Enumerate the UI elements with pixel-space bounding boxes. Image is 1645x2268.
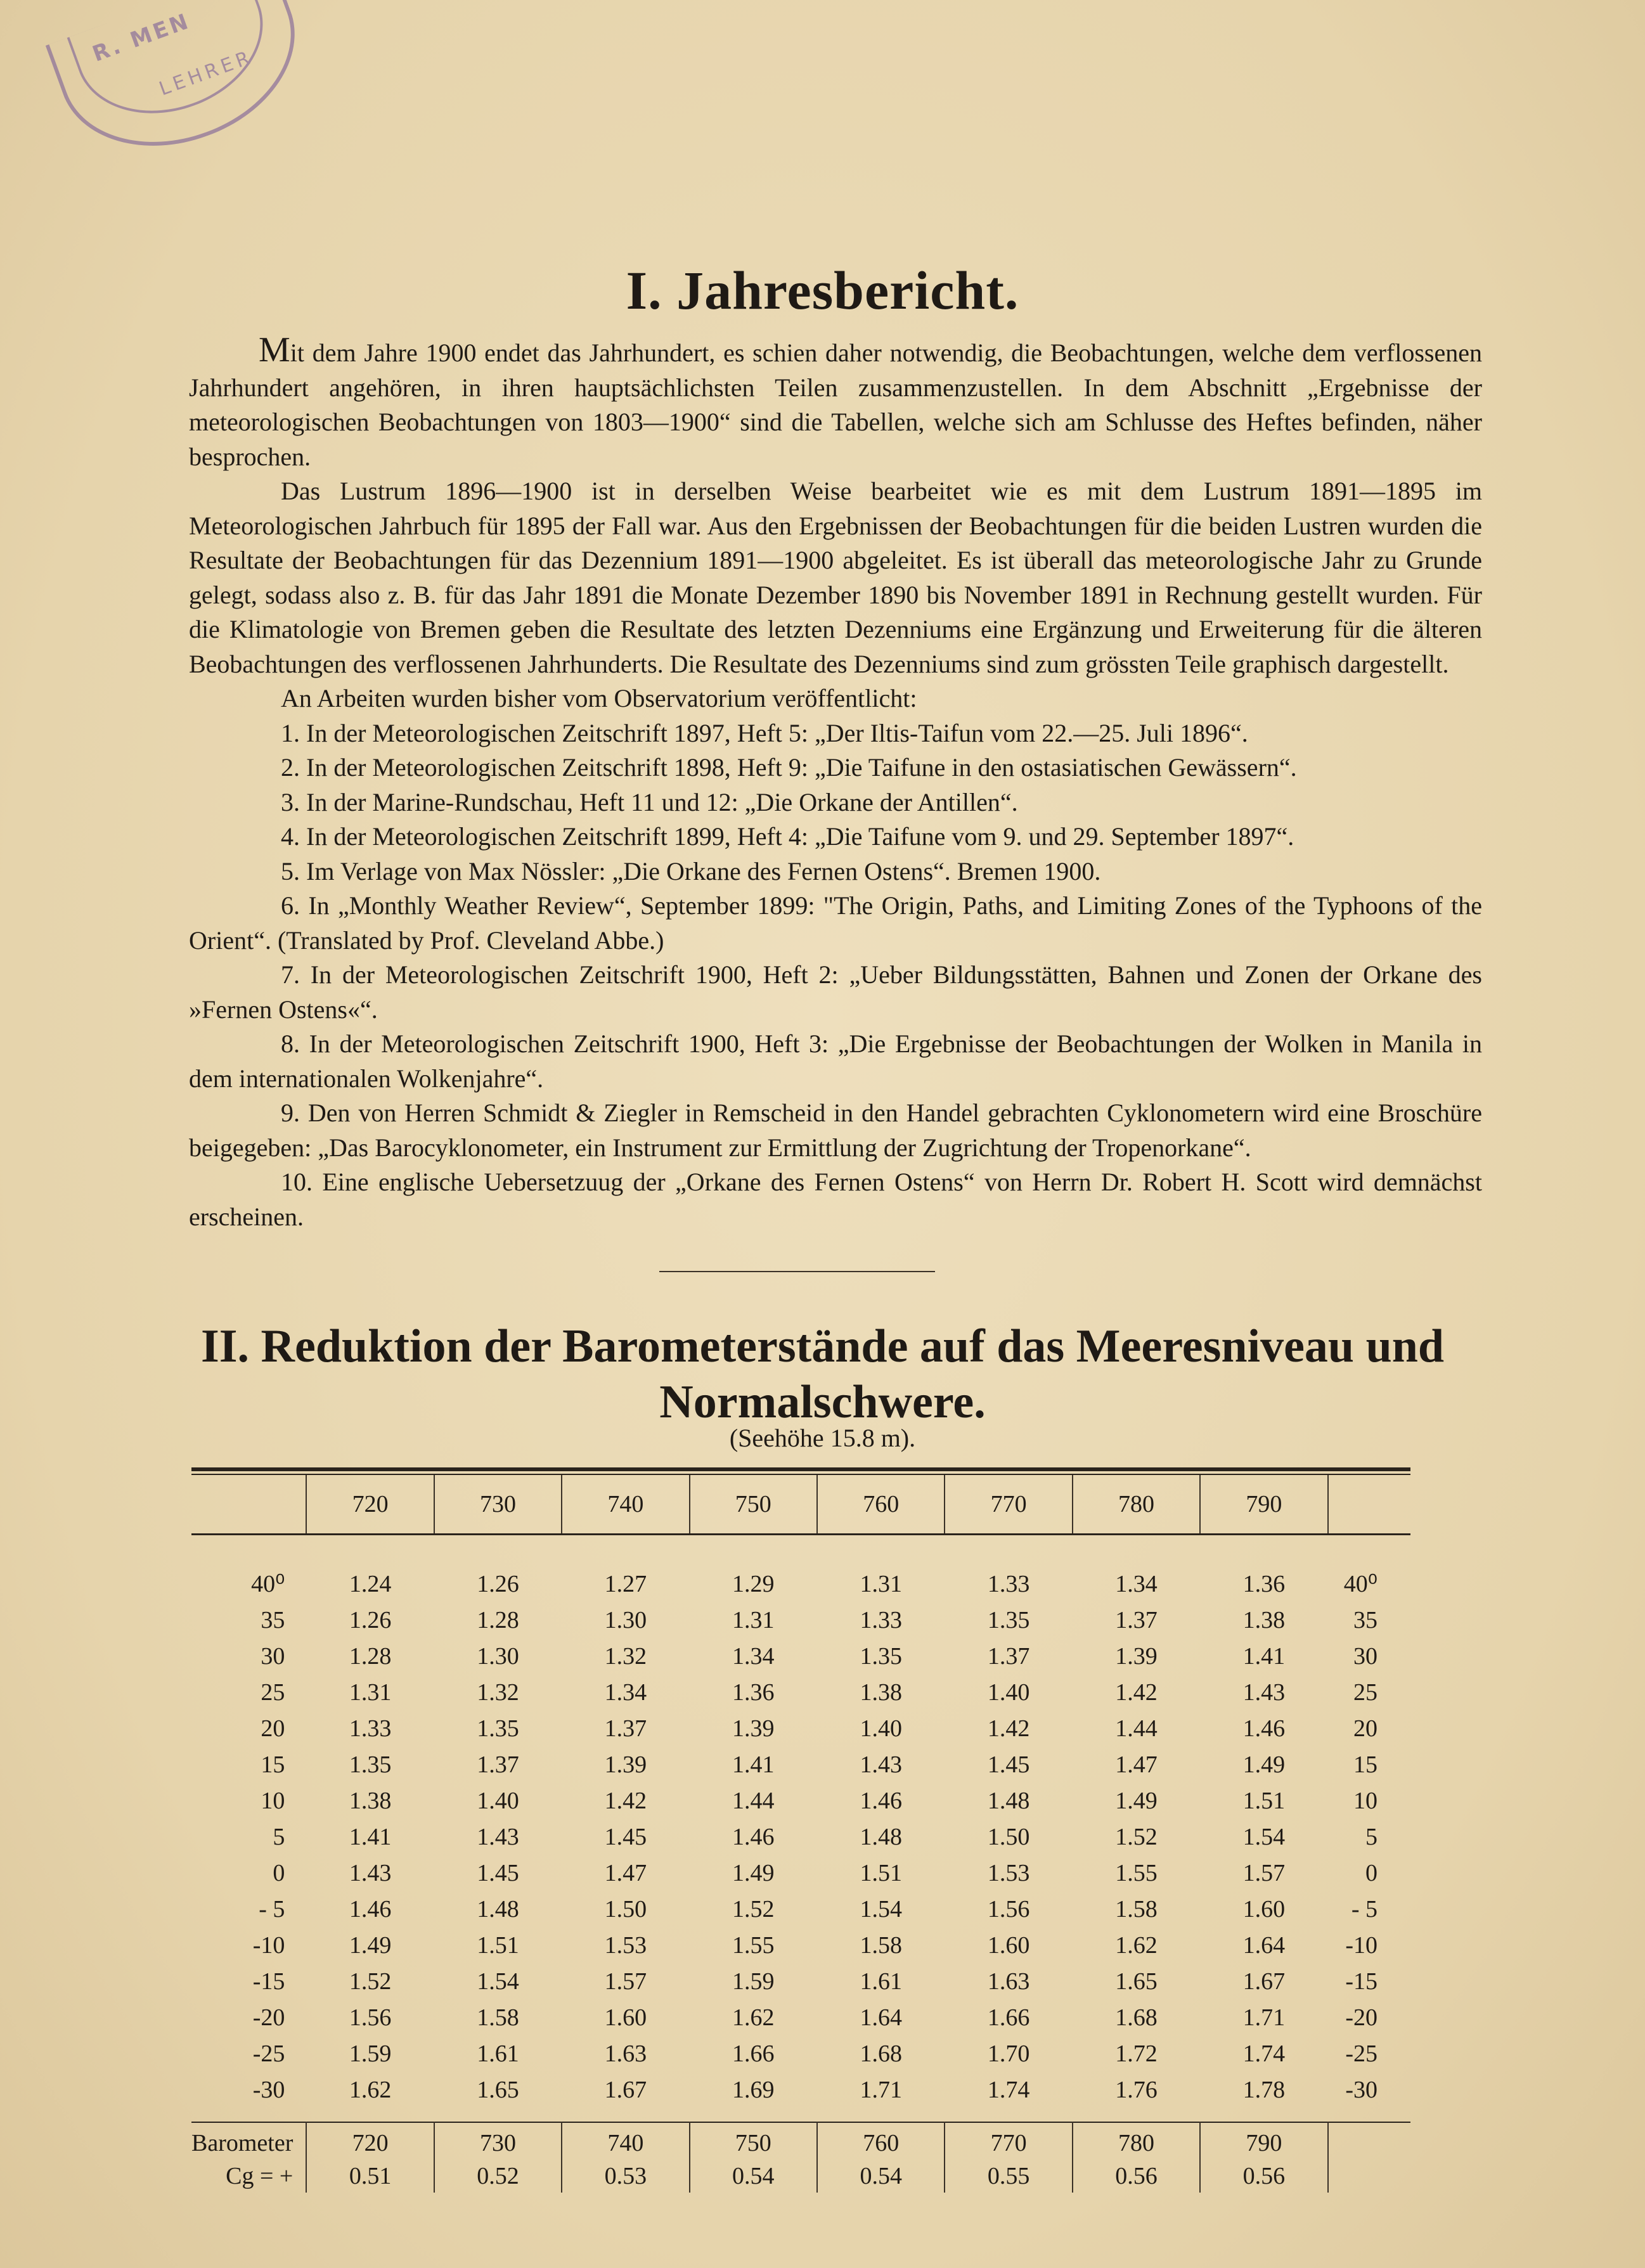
- table-cell: 1.46: [349, 1895, 392, 1923]
- table-cell: 1.37: [604, 1715, 647, 1742]
- table-cell: 1.64: [860, 2004, 902, 2031]
- table-cell: 1.51: [477, 1931, 519, 1959]
- table-row: [191, 1819, 1410, 1855]
- table-cell: 1.43: [349, 1859, 392, 1886]
- row-temp-right: 25: [1353, 1678, 1377, 1706]
- header-corner-cell: [191, 1475, 306, 1535]
- row-temp-right: - 5: [1351, 1895, 1377, 1923]
- row-temp-right: 35: [1353, 1606, 1377, 1633]
- table-cell: 1.43: [477, 1823, 519, 1850]
- publication-item: 9. Den von Herren Schmidt & Ziegler in Remscheid in den Handel gebrachten Cyklonometern wird eine Broschüre beigegeben: „Das Barocyklonometer, ein Instrument zur Ermittlung der Zugrichtung der Tropenorkane“.: [189, 1099, 1482, 1162]
- row-temp-left: 20: [261, 1715, 285, 1742]
- table-cell: 1.35: [860, 1642, 902, 1670]
- footer-barometer-row: [191, 2122, 1410, 2160]
- table-cell: 1.44: [1115, 1715, 1158, 1742]
- table-cell: 1.49: [1115, 1787, 1158, 1814]
- footer-end-cell: [1328, 2122, 1410, 2160]
- publication-item: 8. In der Meteorologischen Zeitschrift 1900, Heft 3: „Die Ergebnisse der Beobachtungen der Wolken in Manila in dem internationalen Wolkenjahre“.: [189, 1029, 1482, 1093]
- barometer-cell: 760: [817, 2122, 945, 2160]
- table-row: [191, 1710, 1410, 1746]
- table-cell: 1.60: [604, 2004, 647, 2031]
- barometer-cell: 720: [306, 2122, 434, 2160]
- row-temp-left: 15: [261, 1751, 285, 1778]
- column-header: 760: [817, 1475, 945, 1535]
- table-cell: 1.58: [477, 2004, 519, 2031]
- table-cell: 1.59: [732, 1968, 775, 1995]
- header-end-cell: [1328, 1475, 1410, 1535]
- table-cell: 1.55: [1115, 1859, 1158, 1886]
- table-cell: 1.33: [860, 1606, 902, 1633]
- table-cell: 1.45: [987, 1751, 1030, 1778]
- annual-report-body: [189, 330, 1482, 1234]
- column-header: 790: [1200, 1475, 1327, 1535]
- row-temp-left: 25: [261, 1678, 285, 1706]
- column-header: 780: [1073, 1475, 1200, 1535]
- table-cell: 1.33: [987, 1570, 1030, 1597]
- table-cell: 1.51: [1242, 1787, 1286, 1814]
- table-cell: 1.30: [477, 1642, 519, 1670]
- table-cell: 1.52: [1115, 1823, 1158, 1850]
- table-row: [191, 1638, 1410, 1674]
- table-cell: 1.32: [477, 1678, 519, 1706]
- barometer-cell: 750: [690, 2122, 817, 2160]
- table-cell: 1.48: [860, 1823, 902, 1850]
- column-header: 730: [434, 1475, 562, 1535]
- row-temp-right: 40⁰: [1343, 1571, 1377, 1597]
- footer-end-cell: [1328, 2160, 1410, 2193]
- table-cell: 1.68: [860, 2040, 902, 2067]
- table-cell: 1.56: [349, 2004, 392, 2031]
- publication-item: 7. In der Meteorologischen Zeitschrift 1900, Heft 2: „Ueber Bildungsstätten, Bahnen und Zonen der Orkane des »Fernen Ostens«“.: [189, 960, 1482, 1024]
- barometer-cell: 780: [1073, 2122, 1200, 2160]
- table-row: [191, 1535, 1410, 1602]
- row-temp-left: -25: [252, 2040, 285, 2067]
- table-cell: 1.41: [1242, 1642, 1286, 1670]
- footer-cg-row: [191, 2160, 1410, 2193]
- table-cell: 1.37: [987, 1642, 1030, 1670]
- table-cell: 1.55: [732, 1931, 775, 1959]
- table-row: [191, 2071, 1410, 2122]
- table-cell: 1.38: [1242, 1606, 1286, 1633]
- table-cell: 1.41: [732, 1751, 775, 1778]
- table-cell: 1.42: [604, 1787, 647, 1814]
- reduction-table-wrapper: [191, 1467, 1410, 2193]
- table-cell: 1.49: [732, 1859, 775, 1886]
- table-cell: 1.24: [349, 1570, 392, 1597]
- table-cell: 1.60: [987, 1931, 1030, 1959]
- cg-label: Cg = +: [191, 2160, 306, 2193]
- table-cell: 1.42: [1115, 1678, 1158, 1706]
- table-cell: 1.36: [732, 1678, 775, 1706]
- table-cell: 1.65: [477, 2076, 519, 2103]
- table-cell: 1.39: [604, 1751, 647, 1778]
- table-cell: 1.53: [987, 1859, 1030, 1886]
- row-temp-left: 0: [273, 1859, 285, 1886]
- table-cell: 1.65: [1115, 1968, 1158, 1995]
- table-cell: 1.32: [604, 1642, 647, 1670]
- header-row: [191, 1475, 1410, 1535]
- report-paragraph-2: Das Lustrum 1896—1900 ist in derselben Weise bearbeitet wie es mit dem Lustrum 1891—1895 im Meteorologischen Jahrbuch für 1895 der Fall war. Aus den Ergebnissen der Beobachtungen für die beiden Lustren wurden die Resultate der Beobachtungen für das Dezennium 1891—1900 abgeleitet. Es ist überall das meteorologische Jahr zu Grunde gelegt, sodass also z. B. für das Jahr 1891 die Monate Dezember 1890 bis November 1891 in Rechnung gestellt wurden. Für die Klimatologie von Bremen geben die Resultate des letzten Dezenniums eine Ergänzung und Erweiterung für die älteren Beobachtungen des verflossenen Jahrhunderts. Die Resultate des Dezenniums sind zum grössten Teile graphisch dargestellt.: [189, 477, 1482, 678]
- table-cell: 1.33: [349, 1715, 392, 1742]
- table-cell: 1.50: [604, 1895, 647, 1923]
- table-cell: 1.54: [477, 1968, 519, 1995]
- table-cell: 1.34: [1115, 1570, 1158, 1597]
- table-cell: 1.61: [860, 1968, 902, 1995]
- table-cell: 1.38: [349, 1787, 392, 1814]
- row-temp-right: -30: [1345, 2076, 1377, 2103]
- row-temp-right: -20: [1345, 2004, 1377, 2031]
- table-cell: 1.40: [987, 1678, 1030, 1706]
- table-cell: 1.39: [732, 1715, 775, 1742]
- table-row: [191, 1963, 1410, 1999]
- table-cell: 1.54: [1242, 1823, 1286, 1850]
- table-cell: 1.44: [732, 1787, 775, 1814]
- table-header: [191, 1475, 1410, 1535]
- barometer-cell: 770: [945, 2122, 1072, 2160]
- table-cell: 1.52: [732, 1895, 775, 1923]
- publication-item: 3. In der Marine-Rundschau, Heft 11 und 12: „Die Orkane der Antillen“.: [281, 787, 1018, 816]
- table-cell: 1.34: [604, 1678, 647, 1706]
- table-row: [191, 1891, 1410, 1927]
- table-cell: 1.66: [732, 2040, 775, 2067]
- table-cell: 1.74: [987, 2076, 1030, 2103]
- row-temp-right: -10: [1345, 1931, 1377, 1959]
- column-header: 750: [690, 1475, 817, 1535]
- table-row: [191, 1855, 1410, 1891]
- row-temp-left: -20: [252, 2004, 285, 2031]
- row-temp-right: 10: [1353, 1787, 1377, 1814]
- table-cell: 1.43: [860, 1751, 902, 1778]
- stamp-bottom-text: LEHRER: [156, 46, 257, 101]
- column-header: 720: [306, 1475, 434, 1535]
- library-stamp: [46, 0, 321, 177]
- table-cell: 1.72: [1115, 2040, 1158, 2067]
- row-temp-left: 40⁰: [251, 1571, 285, 1597]
- table-cell: 1.61: [477, 2040, 519, 2067]
- cg-cell: 0.54: [817, 2160, 945, 2193]
- section2-subtitle: (Seehöhe 15.8 m).: [729, 1424, 916, 1452]
- table-cell: 1.34: [732, 1642, 775, 1670]
- column-header: 740: [562, 1475, 689, 1535]
- table-row: [191, 1602, 1410, 1638]
- table-cell: 1.43: [1242, 1678, 1286, 1706]
- barometer-label: Barometer: [191, 2122, 306, 2160]
- table-cell: 1.70: [987, 2040, 1030, 2067]
- table-top-rule: [191, 1467, 1410, 1475]
- cg-cell: 0.53: [562, 2160, 689, 2193]
- row-temp-right: 15: [1353, 1751, 1377, 1778]
- publication-item: 4. In der Meteorologischen Zeitschrift 1899, Heft 4: „Die Taifune vom 9. und 29. September 1897“.: [281, 822, 1294, 851]
- stamp-top-text: R. MEN: [89, 8, 194, 67]
- table-cell: 1.66: [987, 2004, 1030, 2031]
- row-temp-left: - 5: [259, 1895, 285, 1923]
- publication-list: [189, 716, 1482, 1235]
- table-cell: 1.29: [732, 1570, 775, 1597]
- table-cell: 1.41: [349, 1823, 392, 1850]
- cg-cell: 0.52: [434, 2160, 562, 2193]
- cg-cell: 0.51: [306, 2160, 434, 2193]
- barometer-cell: 790: [1200, 2122, 1327, 2160]
- table-cell: 1.54: [860, 1895, 902, 1923]
- drop-cap: M: [259, 330, 290, 370]
- table-cell: 1.71: [860, 2076, 902, 2103]
- table-cell: 1.46: [860, 1787, 902, 1814]
- table-cell: 1.49: [1242, 1751, 1286, 1778]
- section2-title: [0, 1318, 1645, 1430]
- publication-item: 1. In der Meteorologischen Zeitschrift 1897, Heft 5: „Der Iltis-Taifun vom 22.—25. Juli 1896“.: [281, 718, 1248, 747]
- table-cell: 1.28: [349, 1642, 392, 1670]
- table-cell: 1.35: [349, 1751, 392, 1778]
- table-cell: 1.74: [1242, 2040, 1286, 2067]
- table-row: [191, 1782, 1410, 1819]
- table-cell: 1.60: [1242, 1895, 1286, 1923]
- table-cell: 1.31: [860, 1570, 902, 1597]
- cg-cell: 0.55: [945, 2160, 1072, 2193]
- table-cell: 1.47: [1115, 1751, 1158, 1778]
- row-temp-left: 10: [261, 1787, 285, 1814]
- table-cell: 1.51: [860, 1859, 902, 1886]
- table-cell: 1.45: [477, 1859, 519, 1886]
- table-body: [191, 1535, 1410, 2123]
- section1-title: I. Jahresbericht.: [626, 260, 1019, 321]
- table-cell: 1.49: [349, 1931, 392, 1959]
- table-cell: 1.31: [349, 1678, 392, 1706]
- report-paragraph-3: An Arbeiten wurden bisher vom Observatorium veröffentlicht:: [281, 684, 917, 712]
- table-cell: 1.62: [349, 2076, 392, 2103]
- table-cell: 1.52: [349, 1968, 392, 1995]
- table-cell: 1.50: [987, 1823, 1030, 1850]
- report-paragraph-1: [189, 330, 1482, 474]
- table-cell: 1.68: [1115, 2004, 1158, 2031]
- section-divider: [659, 1271, 935, 1272]
- table-cell: 1.39: [1115, 1642, 1158, 1670]
- table-cell: 1.45: [604, 1823, 647, 1850]
- table-cell: 1.37: [1115, 1606, 1158, 1633]
- table-cell: 1.40: [477, 1787, 519, 1814]
- table-cell: 1.38: [860, 1678, 902, 1706]
- table-cell: 1.63: [604, 2040, 647, 2067]
- table-cell: 1.62: [732, 2004, 775, 2031]
- table-row: [191, 1674, 1410, 1710]
- section2-title-line2: Normalschwere.: [659, 1376, 986, 1428]
- table-cell: 1.76: [1115, 2076, 1158, 2103]
- table-row: [191, 2035, 1410, 2071]
- row-temp-left: 35: [261, 1606, 285, 1633]
- table-cell: 1.31: [732, 1606, 775, 1633]
- table-cell: 1.58: [860, 1931, 902, 1959]
- cg-cell: 0.54: [690, 2160, 817, 2193]
- publication-item: 5. Im Verlage von Max Nössler: „Die Orkane des Fernen Ostens“. Bremen 1900.: [281, 856, 1101, 886]
- table-cell: 1.42: [987, 1715, 1030, 1742]
- publication-item: 6. In „Monthly Weather Review“, September 1899: "The Origin, Paths, and Limiting Zones of the Typhoons of the Orient“. (Translated by Prof. Cleveland Abbe.): [189, 891, 1482, 955]
- publication-item: 10. Eine englische Uebersetzuug der „Orkane des Fernen Ostens“ von Herrn Dr. Robert H. Scott wird demnächst erscheinen.: [189, 1168, 1482, 1231]
- section2-title-line1: II. Reduktion der Barometerstände auf das Meeresniveau und: [200, 1320, 1445, 1372]
- reduction-table: [191, 1475, 1410, 2193]
- publication-item: 2. In der Meteorologischen Zeitschrift 1898, Heft 9: „Die Taifune in den ostasiatischen Gewässern“.: [281, 753, 1297, 782]
- table-cell: 1.58: [1115, 1895, 1158, 1923]
- table-cell: 1.47: [604, 1859, 647, 1886]
- table-cell: 1.36: [1242, 1570, 1286, 1597]
- table-row: [191, 1927, 1410, 1963]
- table-cell: 1.48: [477, 1895, 519, 1923]
- table-cell: 1.48: [987, 1787, 1030, 1814]
- row-temp-left: -15: [252, 1968, 285, 1995]
- table-cell: 1.30: [604, 1606, 647, 1633]
- row-temp-left: 5: [273, 1823, 285, 1850]
- barometer-cell: 740: [562, 2122, 689, 2160]
- table-cell: 1.46: [732, 1823, 775, 1850]
- cg-cell: 0.56: [1073, 2160, 1200, 2193]
- table-cell: 1.62: [1115, 1931, 1158, 1959]
- table-cell: 1.69: [732, 2076, 775, 2103]
- table-cell: 1.35: [987, 1606, 1030, 1633]
- table-cell: 1.26: [477, 1570, 519, 1597]
- row-temp-right: 20: [1353, 1715, 1377, 1742]
- table-cell: 1.35: [477, 1715, 519, 1742]
- table-cell: 1.64: [1242, 1931, 1286, 1959]
- table-cell: 1.27: [604, 1570, 647, 1597]
- column-header: 770: [945, 1475, 1072, 1535]
- table-cell: 1.40: [860, 1715, 902, 1742]
- table-cell: 1.28: [477, 1606, 519, 1633]
- table-cell: 1.26: [349, 1606, 392, 1633]
- table-footer: [191, 2122, 1410, 2193]
- table-cell: 1.67: [604, 2076, 647, 2103]
- table-cell: 1.59: [349, 2040, 392, 2067]
- table-row: [191, 1999, 1410, 2035]
- table-cell: 1.78: [1242, 2076, 1286, 2103]
- row-temp-right: -25: [1345, 2040, 1377, 2067]
- table-cell: 1.71: [1242, 2004, 1286, 2031]
- row-temp-right: 0: [1365, 1859, 1377, 1886]
- table-cell: 1.57: [604, 1968, 647, 1995]
- row-temp-right: -15: [1345, 1968, 1377, 1995]
- table-cell: 1.53: [604, 1931, 647, 1959]
- barometer-cell: 730: [434, 2122, 562, 2160]
- row-temp-right: 30: [1353, 1642, 1377, 1670]
- table-cell: 1.46: [1242, 1715, 1286, 1742]
- cg-cell: 0.56: [1200, 2160, 1327, 2193]
- table-cell: 1.57: [1242, 1859, 1286, 1886]
- row-temp-left: -10: [252, 1931, 285, 1959]
- table-cell: 1.37: [477, 1751, 519, 1778]
- row-temp-left: -30: [252, 2076, 285, 2103]
- table-cell: 1.56: [987, 1895, 1030, 1923]
- table-cell: 1.67: [1242, 1968, 1286, 1995]
- table-row: [191, 1746, 1410, 1782]
- report-paragraph-1-text: it dem Jahre 1900 endet das Jahrhundert, es schien daher notwendig, die Beobachtungen, welche dem verflossenen Jahrhundert angehören, in ihren hauptsächlichsten Teilen zusammenzustellen. In dem Abschnitt „Ergebnisse der meteorologischen Beobachtungen von 1803—1900“ sind die Tabellen, welche sich am Schlusse des Heftes befinden, näher besprochen.: [189, 338, 1482, 471]
- row-temp-left: 30: [261, 1642, 285, 1670]
- row-temp-right: 5: [1365, 1823, 1377, 1850]
- table-cell: 1.63: [987, 1968, 1030, 1995]
